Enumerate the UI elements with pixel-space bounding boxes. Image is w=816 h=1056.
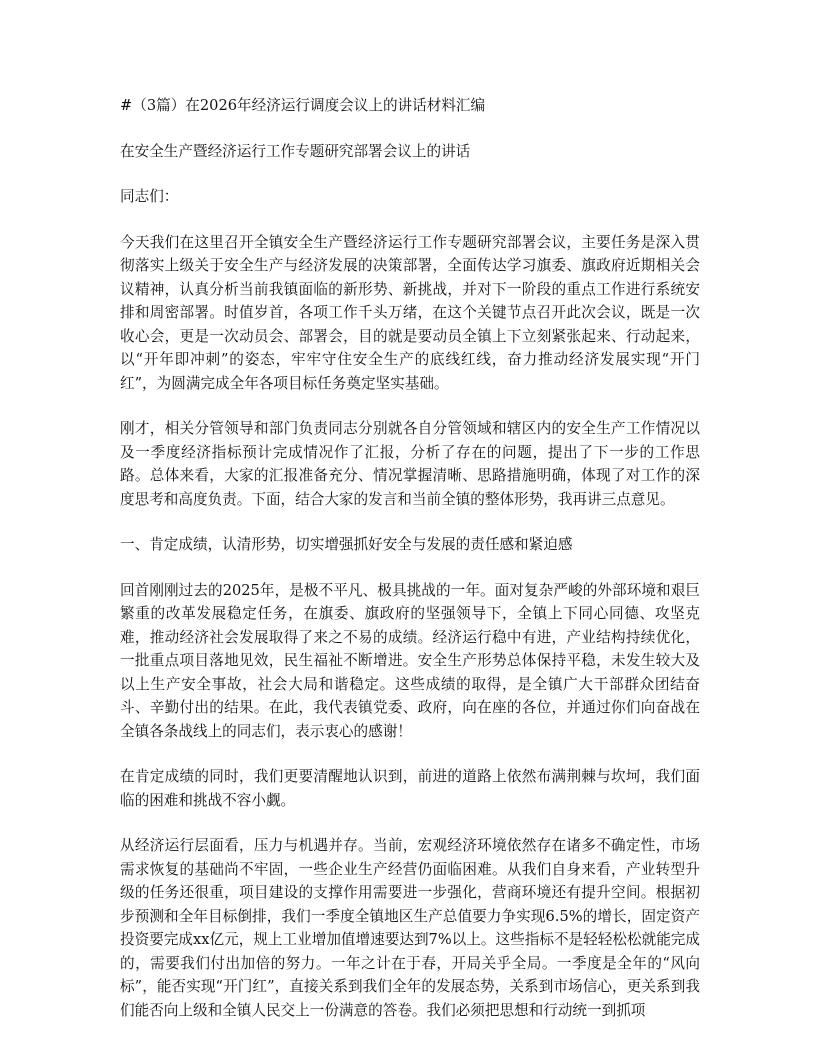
paragraph-achievements: 回首刚刚过去的2025年，是极不平凡、极具挑战的一年。面对复杂严峻的外部环境和艰巨繁重的改革发展稳定任务，在旗委、旗政府的坚强领导下，全镇上下同心同德、攻坚克难，推动经济社会发展取得了来之不易的成绩。经济运行稳中有进，产业结构持续优化，一批重点项目落地见效，民生福祉不断增进。安全生产形势总体保持平稳，未发生较大及以上生产安全事故，社会大局和谐稳定。这些成绩的取得，是全镇广大干部群众团结奋斗、辛勤付出的结果。在此，我代表镇党委、政府，向在座的各位，并通过你们向奋战在全镇各条战线上的同志们，表示衷心的感谢！ bbox=[120, 581, 700, 740]
speech-title: 在安全生产暨经济运行工作专题研究部署会议上的讲话 bbox=[120, 142, 471, 160]
document-page bbox=[120, 94, 700, 1044]
paragraph-opening: 今天我们在这里召开全镇安全生产暨经济运行工作专题研究部署会议，主要任务是深入贯彻落实上级关于安全生产与经济发展的决策部署，全面传达学习旗委、旗政府近期相关会议精神，认真分析当前我镇面临的新形势、新挑战，并对下一阶段的重点工作进行系统安排和周密部署。时值岁首，各项工作千头万绪，在这个关键节点召开此次会议，既是一次收心会，更是一次动员会、部署会，目的就是要动员全镇上下立刻紧张起来、行动起来，以“开年即冲刺”的姿态，牢牢守住安全生产的底线红线，奋力推动经济发展实现“开门红”，为圆满完成全年各项目标任务奠定坚实基础。 bbox=[120, 233, 700, 392]
paragraph-economic-outlook: 从经济运行层面看，压力与机遇并存。当前，宏观经济环境依然存在诸多不确定性，市场需求恢复的基础尚不牢固，一些企业生产经营仍面临困难。从我们自身来看，产业转型升级的任务还很重，项目建设的支撑作用需要进一步强化，营商环境还有提升空间。根据初步预测和全年目标倒排，我们一季度全镇地区生产总值要力争实现6.5%的增长，固定资产投资要完成xx亿元，规上工业增加值增速要达到7%以上。这些指标不是轻轻松松就能完成的，需要我们付出加倍的努力。一年之计在于春，开局关乎全局。一季度是全年的“风向标”，能否实现“开门红”，直接关系到我们全年的发展态势，关系到市场信心，更关系到我们能否向上级和全镇人民交上一份满意的答卷。我们必须把思想和行动统一到抓项 bbox=[120, 837, 700, 1019]
salutation: 同志们： bbox=[120, 188, 179, 205]
document-title: #（3篇）在2026年经济运行调度会议上的讲话材料汇编 bbox=[120, 97, 486, 114]
paragraph-summary: 刚才，相关分管领导和部门负责同志分别就各自分管领域和辖区内的安全生产工作情况以及一季度经济指标预计完成情况作了汇报，分析了存在的问题，提出了下一步的工作思路。总体来看，大家的汇报准备充分、情况掌握清晰、思路措施明确，体现了对工作的深度思考和高度负责。下面，结合大家的发言和当前全镇的整体形势，我再讲三点意见。 bbox=[120, 420, 700, 508]
paragraph-challenges: 在肯定成绩的同时，我们更要清醒地认识到，前进的道路上依然布满荆棘与坎坷，我们面临的困难和挑战不容小觑。 bbox=[120, 768, 700, 809]
section-heading-1: 一、肯定成绩，认清形势，切实增强抓好安全与发展的责任感和紧迫感 bbox=[120, 536, 573, 553]
